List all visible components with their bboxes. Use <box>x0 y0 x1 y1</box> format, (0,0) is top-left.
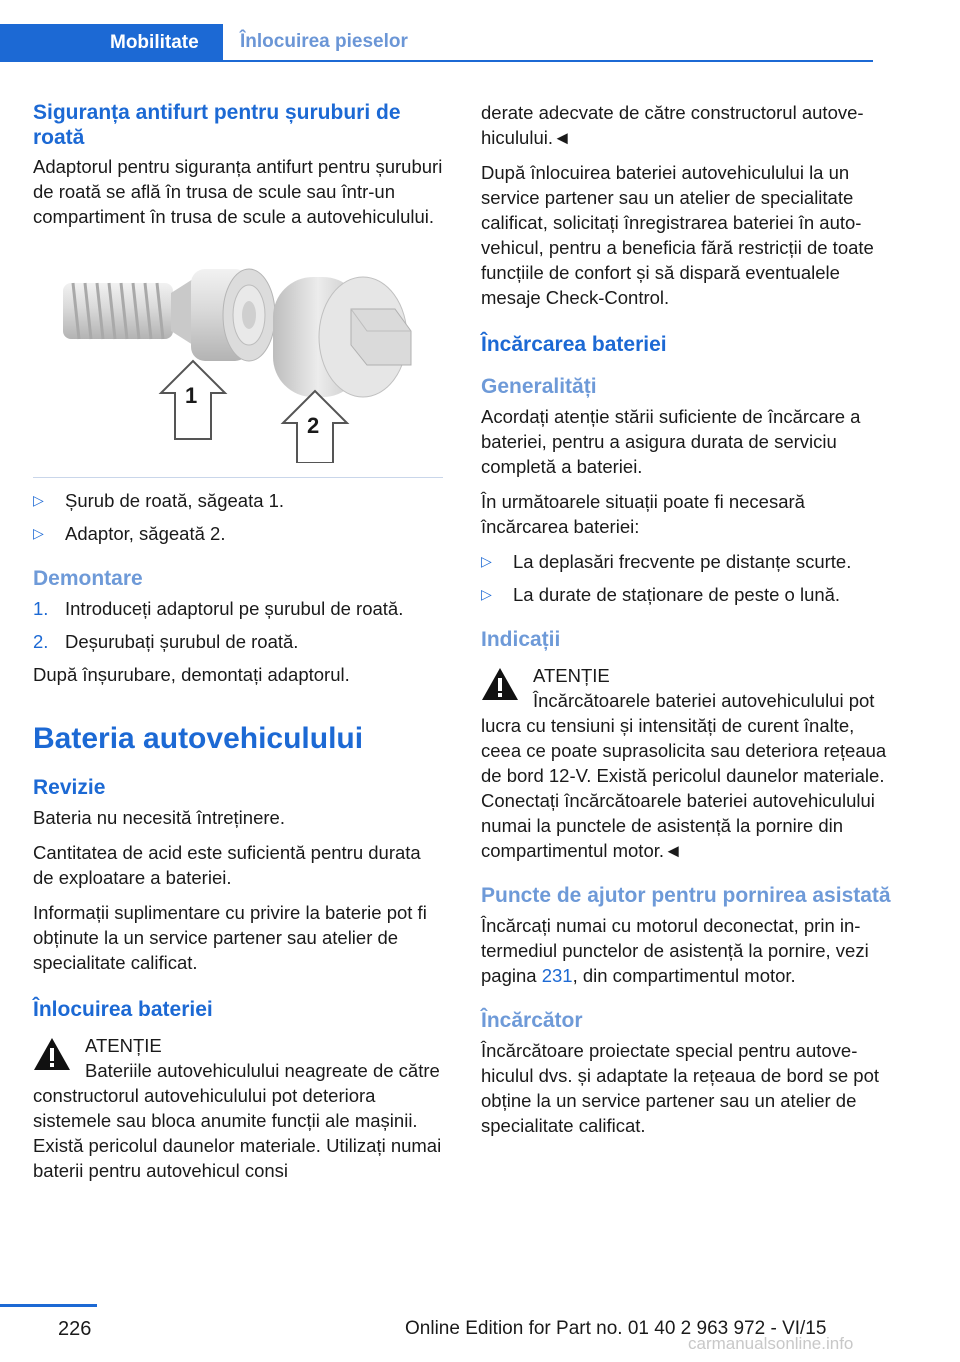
warning-title: ATENȚIE <box>85 1035 162 1056</box>
antitheft-title: Siguranța antifurt pentru șuruburi de roată <box>33 101 401 149</box>
warning-continued: derate adecvate de către constructorul autovehiculului.◄ <box>481 102 864 148</box>
demontare-after: După înșurubare, demontați adaptorul. <box>33 664 350 685</box>
warning-block <box>33 1033 443 1058</box>
triangle-bullet-icon: ▷ <box>481 553 492 569</box>
general-list <box>481 549 897 607</box>
revizie-p1: Bateria nu necesită întreținere. <box>33 807 285 828</box>
general-title: Generalități <box>481 375 597 398</box>
jump-start-text: Încărcați numai cu motorul deconectat, prin intermediul punctelor de asistență la pornire, vezi pagina 231, din compartimentul motor. <box>481 915 869 986</box>
adapter-shape <box>273 277 411 397</box>
demontare-title: Demontare <box>33 567 143 590</box>
figure-legend-list <box>33 488 443 546</box>
triangle-bullet-icon: ▷ <box>481 586 492 602</box>
demontare-steps <box>33 596 443 654</box>
warning-text: Bateriile autovehiculului neagreate de către constructorul autovehiculului pot deteriora sistemele sau bloca anumite funcții ale mașinii. Există pericolul daunelor materiale. Utilizați numai baterii pentru autovehicul consi <box>33 1060 442 1181</box>
bolt-shape <box>63 269 275 361</box>
jump-start-title: Puncte de ajutor pentru pornirea asistată <box>481 884 891 907</box>
list-item: 1. Introduceți adaptorul pe șurubul de roată. <box>33 598 404 619</box>
list-item: ▷ Șurub de roată, săgeata 1. <box>33 490 285 511</box>
revizie-title: Revizie <box>33 776 106 799</box>
replace-title: Înlocuirea bateriei <box>33 998 213 1021</box>
footer-line <box>0 1304 97 1307</box>
charger-text: Încărcătoare proiectate special pentru autovehiculul dvs. și adaptate la rețeaua de bord se pot obține la un service partener sau un atelier de specialitate calificat. <box>481 1040 880 1136</box>
wheel-bolt-figure <box>33 253 443 463</box>
list-item: ▷ La deplasări frecvente pe distanțe scurte. <box>481 551 852 572</box>
list-item: ▷ La durate de staționare de peste o lună. <box>481 584 841 605</box>
general-p2: În următoarele situații poate fi necesară încărcarea bateriei: <box>481 491 805 537</box>
wheel-bolt-illustration <box>33 253 443 463</box>
warning-text: Încărcătoarele bateriei autovehiculului pot lucra cu tensiuni și intensități de curent înalte, ceea ce poate suprasolicita sau deteriora rețeaua de bord 12-V. Există pericolul daunelor materiale. Conectați încărcătoarele bateriei autovehiculului numai la punctele de asistență la pornire din compartimentul motor.◄ <box>481 690 887 861</box>
warning-icon <box>481 667 519 701</box>
edition-text: Online Edition for Part no. 01 40 2 963 972 - VI/15 <box>405 1318 827 1339</box>
header-bar <box>0 24 873 62</box>
left-column <box>33 100 443 1193</box>
right-column <box>481 100 897 1148</box>
antitheft-text: Adaptorul pentru siguranța antifurt pentru șuruburi de roată se află în trusa de scule sau într-un compartiment în trusa de scule a autovehiculului. <box>33 156 443 227</box>
battery-title: Bateria autovehiculului <box>33 722 364 755</box>
after-replace-text: După înlocuirea bateriei autovehiculului la un service partener sau un atelier de specialitate calificat, solicitați înregistrarea bateriei în autovehicul, pentru a beneficia fără restricții de toate funcțiile de confort și să dispară eventualele mesaje Check-Control. <box>481 162 874 308</box>
list-item: 2. Deșurubați șurubul de roată. <box>33 631 299 652</box>
page-number: 226 <box>58 1318 92 1340</box>
warning-icon <box>33 1037 71 1071</box>
page-link[interactable]: 231 <box>541 965 573 986</box>
arrow-2-label: 2 <box>307 413 320 438</box>
arrow-1-label: 1 <box>185 383 198 408</box>
watermark: carmanualsonline.info <box>688 1334 854 1353</box>
indicatii-title: Indicații <box>481 628 561 651</box>
list-item: ▷ Adaptor, săgeată 2. <box>33 523 226 544</box>
triangle-bullet-icon: ▷ <box>33 525 44 541</box>
triangle-bullet-icon: ▷ <box>33 492 44 508</box>
charging-title: Încărcarea bateriei <box>481 333 667 356</box>
revizie-p2: Cantitatea de acid este suficientă pentru durata de exploatare a bateriei. <box>33 842 421 888</box>
general-p1: Acordați atenție stării suficiente de încărcare a bateriei, pentru a asigura durata de serviciu completă a bateriei. <box>481 406 861 477</box>
warning-title: ATENȚIE <box>533 665 610 686</box>
divider <box>33 477 443 478</box>
revizie-p3: Informații suplimentare cu privire la baterie pot fi obținute la un service partener sau atelier de specialitate calificat. <box>33 902 427 973</box>
tab-inlocuirea-pieselor[interactable]: Înlocuirea pieselor <box>223 24 873 62</box>
charger-title: Încărcător <box>481 1009 583 1032</box>
warning-block <box>481 663 897 688</box>
tab-mobilitate[interactable]: Mobilitate <box>0 24 223 62</box>
